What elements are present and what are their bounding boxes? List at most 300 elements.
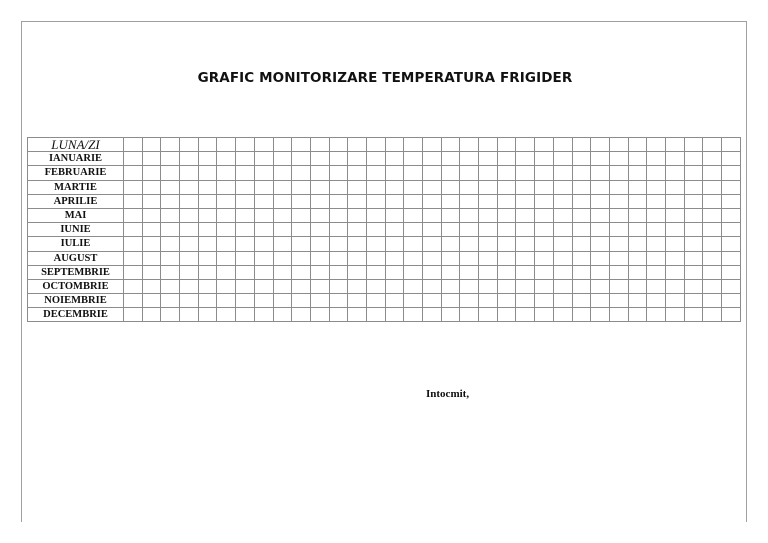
temperature-cell — [348, 279, 367, 293]
temperature-cell — [703, 237, 722, 251]
month-label: IANUARIE — [28, 152, 124, 166]
day-header-cell — [180, 138, 199, 152]
temperature-cell — [497, 294, 516, 308]
temperature-cell — [385, 294, 404, 308]
temperature-cell — [366, 237, 385, 251]
temperature-cell — [665, 208, 684, 222]
temperature-cell — [609, 194, 628, 208]
temperature-cell — [366, 251, 385, 265]
temperature-cell — [479, 265, 498, 279]
day-header-cell — [516, 138, 535, 152]
temperature-cell — [385, 166, 404, 180]
temperature-cell — [609, 180, 628, 194]
temperature-cell — [310, 279, 329, 293]
temperature-cell — [348, 180, 367, 194]
temperature-cell — [722, 279, 741, 293]
temperature-cell — [254, 208, 273, 222]
temperature-cell — [217, 208, 236, 222]
temperature-cell — [722, 294, 741, 308]
temperature-cell — [142, 265, 161, 279]
temperature-cell — [722, 194, 741, 208]
temperature-cell — [441, 152, 460, 166]
temperature-log-table-body — [28, 138, 741, 322]
temperature-cell — [479, 308, 498, 322]
temperature-cell — [236, 194, 255, 208]
temperature-cell — [217, 223, 236, 237]
day-header-cell — [385, 138, 404, 152]
temperature-cell — [535, 237, 554, 251]
temperature-cell — [273, 166, 292, 180]
temperature-cell — [441, 251, 460, 265]
temperature-cell — [460, 152, 479, 166]
temperature-cell — [236, 180, 255, 194]
temperature-cell — [665, 180, 684, 194]
day-header-cell — [404, 138, 423, 152]
temperature-cell — [292, 265, 311, 279]
temperature-cell — [180, 180, 199, 194]
temperature-cell — [479, 208, 498, 222]
day-header-cell — [366, 138, 385, 152]
month-label: AUGUST — [28, 251, 124, 265]
temperature-cell — [236, 279, 255, 293]
temperature-cell — [404, 194, 423, 208]
temperature-cell — [460, 166, 479, 180]
day-header-cell — [310, 138, 329, 152]
temperature-cell — [273, 251, 292, 265]
temperature-cell — [609, 279, 628, 293]
temperature-cell — [703, 180, 722, 194]
temperature-cell — [404, 279, 423, 293]
temperature-cell — [161, 208, 180, 222]
temperature-cell — [236, 223, 255, 237]
day-header-cell — [591, 138, 610, 152]
temperature-cell — [722, 166, 741, 180]
temperature-cell — [348, 208, 367, 222]
day-header-cell — [142, 138, 161, 152]
temperature-cell — [161, 180, 180, 194]
temperature-cell — [460, 265, 479, 279]
temperature-cell — [572, 294, 591, 308]
temperature-cell — [161, 251, 180, 265]
temperature-cell — [722, 237, 741, 251]
temperature-cell — [348, 237, 367, 251]
day-header-cell — [254, 138, 273, 152]
temperature-cell — [535, 251, 554, 265]
temperature-cell — [423, 194, 442, 208]
temperature-cell — [609, 251, 628, 265]
temperature-cell — [292, 208, 311, 222]
temperature-cell — [703, 194, 722, 208]
temperature-cell — [254, 223, 273, 237]
temperature-cell — [665, 237, 684, 251]
temperature-cell — [217, 237, 236, 251]
day-header-cell — [441, 138, 460, 152]
temperature-cell — [423, 237, 442, 251]
temperature-cell — [609, 294, 628, 308]
day-header-cell — [460, 138, 479, 152]
temperature-cell — [217, 194, 236, 208]
temperature-cell — [572, 265, 591, 279]
temperature-cell — [292, 194, 311, 208]
temperature-cell — [609, 237, 628, 251]
temperature-cell — [628, 251, 647, 265]
temperature-cell — [572, 308, 591, 322]
temperature-cell — [609, 265, 628, 279]
temperature-cell — [535, 223, 554, 237]
temperature-cell — [722, 152, 741, 166]
temperature-cell — [479, 152, 498, 166]
temperature-cell — [647, 279, 666, 293]
temperature-cell — [516, 223, 535, 237]
temperature-cell — [236, 166, 255, 180]
temperature-cell — [516, 208, 535, 222]
temperature-cell — [161, 152, 180, 166]
temperature-cell — [348, 194, 367, 208]
temperature-cell — [180, 223, 199, 237]
temperature-cell — [142, 152, 161, 166]
temperature-cell — [180, 208, 199, 222]
temperature-cell — [180, 166, 199, 180]
temperature-cell — [460, 223, 479, 237]
temperature-cell — [198, 152, 217, 166]
temperature-cell — [535, 279, 554, 293]
temperature-cell — [366, 152, 385, 166]
temperature-cell — [460, 251, 479, 265]
temperature-cell — [609, 152, 628, 166]
temperature-cell — [124, 152, 143, 166]
temperature-cell — [273, 294, 292, 308]
temperature-cell — [441, 308, 460, 322]
temperature-cell — [273, 265, 292, 279]
temperature-cell — [535, 180, 554, 194]
temperature-cell — [722, 208, 741, 222]
temperature-cell — [516, 294, 535, 308]
temperature-cell — [310, 194, 329, 208]
temperature-cell — [348, 166, 367, 180]
temperature-cell — [292, 223, 311, 237]
temperature-cell — [722, 251, 741, 265]
temperature-cell — [385, 251, 404, 265]
temperature-cell — [516, 251, 535, 265]
temperature-cell — [516, 194, 535, 208]
temperature-cell — [254, 194, 273, 208]
temperature-cell — [591, 180, 610, 194]
temperature-cell — [366, 294, 385, 308]
temperature-cell — [217, 251, 236, 265]
temperature-cell — [366, 308, 385, 322]
temperature-cell — [236, 208, 255, 222]
temperature-cell — [329, 265, 348, 279]
temperature-cell — [647, 208, 666, 222]
temperature-cell — [161, 194, 180, 208]
temperature-cell — [254, 180, 273, 194]
temperature-cell — [628, 223, 647, 237]
temperature-cell — [460, 194, 479, 208]
table-row — [28, 180, 741, 194]
month-label: NOIEMBRIE — [28, 294, 124, 308]
table-header-label: LUNA/ZI — [28, 138, 124, 152]
temperature-cell — [254, 265, 273, 279]
temperature-cell — [385, 237, 404, 251]
temperature-cell — [217, 180, 236, 194]
temperature-cell — [348, 294, 367, 308]
temperature-cell — [198, 308, 217, 322]
temperature-cell — [124, 265, 143, 279]
temperature-cell — [142, 251, 161, 265]
temperature-cell — [647, 265, 666, 279]
temperature-cell — [310, 180, 329, 194]
temperature-cell — [665, 251, 684, 265]
temperature-cell — [329, 166, 348, 180]
temperature-cell — [273, 237, 292, 251]
temperature-cell — [703, 251, 722, 265]
temperature-cell — [385, 152, 404, 166]
temperature-cell — [628, 265, 647, 279]
temperature-cell — [665, 152, 684, 166]
temperature-cell — [310, 237, 329, 251]
temperature-cell — [684, 208, 703, 222]
day-header-cell — [217, 138, 236, 152]
temperature-cell — [609, 308, 628, 322]
temperature-cell — [142, 166, 161, 180]
temperature-cell — [310, 166, 329, 180]
temperature-cell — [423, 251, 442, 265]
temperature-cell — [572, 166, 591, 180]
month-label: MARTIE — [28, 180, 124, 194]
temperature-cell — [404, 251, 423, 265]
temperature-cell — [161, 279, 180, 293]
temperature-cell — [684, 279, 703, 293]
temperature-cell — [647, 294, 666, 308]
temperature-cell — [665, 223, 684, 237]
temperature-cell — [553, 208, 572, 222]
month-label: IUNIE — [28, 223, 124, 237]
temperature-cell — [684, 294, 703, 308]
temperature-cell — [198, 208, 217, 222]
temperature-cell — [423, 180, 442, 194]
temperature-cell — [591, 166, 610, 180]
temperature-cell — [647, 152, 666, 166]
month-label: OCTOMBRIE — [28, 279, 124, 293]
temperature-cell — [572, 208, 591, 222]
temperature-cell — [366, 180, 385, 194]
temperature-cell — [441, 180, 460, 194]
temperature-cell — [479, 180, 498, 194]
temperature-cell — [479, 279, 498, 293]
temperature-cell — [404, 166, 423, 180]
temperature-cell — [329, 194, 348, 208]
temperature-cell — [161, 166, 180, 180]
temperature-cell — [161, 308, 180, 322]
temperature-cell — [161, 237, 180, 251]
temperature-cell — [628, 237, 647, 251]
temperature-cell — [703, 208, 722, 222]
temperature-cell — [198, 194, 217, 208]
temperature-cell — [142, 208, 161, 222]
temperature-cell — [479, 251, 498, 265]
temperature-cell — [535, 166, 554, 180]
temperature-cell — [366, 265, 385, 279]
temperature-cell — [553, 294, 572, 308]
table-row — [28, 194, 741, 208]
temperature-cell — [198, 223, 217, 237]
temperature-cell — [366, 194, 385, 208]
temperature-cell — [404, 237, 423, 251]
temperature-cell — [609, 223, 628, 237]
month-label: SEPTEMBRIE — [28, 265, 124, 279]
temperature-cell — [217, 166, 236, 180]
temperature-cell — [385, 279, 404, 293]
temperature-cell — [366, 279, 385, 293]
temperature-cell — [404, 294, 423, 308]
temperature-cell — [441, 208, 460, 222]
temperature-cell — [198, 294, 217, 308]
temperature-cell — [647, 237, 666, 251]
temperature-cell — [497, 194, 516, 208]
temperature-cell — [142, 308, 161, 322]
temperature-cell — [329, 180, 348, 194]
temperature-cell — [423, 308, 442, 322]
temperature-cell — [591, 308, 610, 322]
temperature-cell — [292, 237, 311, 251]
temperature-cell — [292, 294, 311, 308]
day-header-cell — [628, 138, 647, 152]
temperature-cell — [497, 208, 516, 222]
temperature-cell — [572, 279, 591, 293]
table-row — [28, 166, 741, 180]
day-header-cell — [647, 138, 666, 152]
temperature-cell — [385, 308, 404, 322]
temperature-cell — [460, 180, 479, 194]
temperature-cell — [366, 208, 385, 222]
temperature-cell — [180, 251, 199, 265]
day-header-cell — [198, 138, 217, 152]
temperature-cell — [497, 251, 516, 265]
temperature-cell — [161, 294, 180, 308]
day-header-cell — [292, 138, 311, 152]
temperature-cell — [254, 166, 273, 180]
temperature-cell — [161, 223, 180, 237]
temperature-cell — [366, 223, 385, 237]
temperature-cell — [142, 279, 161, 293]
temperature-cell — [441, 223, 460, 237]
temperature-cell — [516, 237, 535, 251]
temperature-cell — [385, 265, 404, 279]
temperature-cell — [497, 265, 516, 279]
temperature-cell — [684, 180, 703, 194]
temperature-cell — [254, 251, 273, 265]
temperature-cell — [535, 152, 554, 166]
temperature-cell — [310, 265, 329, 279]
temperature-cell — [572, 251, 591, 265]
temperature-cell — [329, 223, 348, 237]
temperature-cell — [329, 294, 348, 308]
temperature-cell — [217, 294, 236, 308]
day-header-cell — [722, 138, 741, 152]
temperature-cell — [292, 152, 311, 166]
temperature-cell — [703, 294, 722, 308]
table-row — [28, 251, 741, 265]
temperature-cell — [441, 265, 460, 279]
temperature-cell — [180, 308, 199, 322]
temperature-cell — [423, 223, 442, 237]
month-label: APRILIE — [28, 194, 124, 208]
temperature-cell — [628, 166, 647, 180]
temperature-cell — [124, 194, 143, 208]
temperature-cell — [198, 251, 217, 265]
temperature-cell — [217, 308, 236, 322]
day-header-cell — [553, 138, 572, 152]
temperature-cell — [124, 208, 143, 222]
temperature-cell — [647, 308, 666, 322]
temperature-cell — [591, 279, 610, 293]
temperature-cell — [423, 152, 442, 166]
temperature-cell — [404, 308, 423, 322]
temperature-cell — [535, 294, 554, 308]
temperature-cell — [124, 166, 143, 180]
temperature-cell — [553, 166, 572, 180]
temperature-cell — [516, 152, 535, 166]
temperature-cell — [591, 251, 610, 265]
temperature-cell — [665, 166, 684, 180]
temperature-cell — [198, 237, 217, 251]
temperature-cell — [516, 308, 535, 322]
temperature-cell — [124, 180, 143, 194]
temperature-cell — [665, 308, 684, 322]
temperature-cell — [460, 237, 479, 251]
temperature-cell — [423, 265, 442, 279]
temperature-cell — [647, 194, 666, 208]
temperature-cell — [404, 180, 423, 194]
temperature-cell — [572, 180, 591, 194]
day-header-cell — [348, 138, 367, 152]
temperature-cell — [591, 265, 610, 279]
temperature-cell — [310, 251, 329, 265]
temperature-cell — [535, 308, 554, 322]
temperature-cell — [385, 194, 404, 208]
temperature-cell — [609, 166, 628, 180]
temperature-cell — [423, 208, 442, 222]
temperature-cell — [553, 223, 572, 237]
temperature-cell — [329, 152, 348, 166]
temperature-cell — [254, 152, 273, 166]
temperature-cell — [142, 294, 161, 308]
temperature-cell — [273, 279, 292, 293]
temperature-cell — [217, 279, 236, 293]
temperature-cell — [647, 180, 666, 194]
temperature-cell — [497, 308, 516, 322]
temperature-cell — [479, 194, 498, 208]
temperature-cell — [591, 223, 610, 237]
table-row — [28, 152, 741, 166]
temperature-cell — [516, 180, 535, 194]
temperature-cell — [479, 166, 498, 180]
temperature-cell — [703, 279, 722, 293]
temperature-cell — [684, 308, 703, 322]
temperature-cell — [292, 180, 311, 194]
temperature-cell — [273, 152, 292, 166]
day-header-cell — [497, 138, 516, 152]
temperature-cell — [198, 279, 217, 293]
temperature-cell — [647, 223, 666, 237]
temperature-cell — [609, 208, 628, 222]
temperature-cell — [722, 308, 741, 322]
temperature-cell — [423, 166, 442, 180]
temperature-cell — [404, 152, 423, 166]
temperature-cell — [366, 166, 385, 180]
temperature-cell — [572, 152, 591, 166]
temperature-cell — [423, 294, 442, 308]
